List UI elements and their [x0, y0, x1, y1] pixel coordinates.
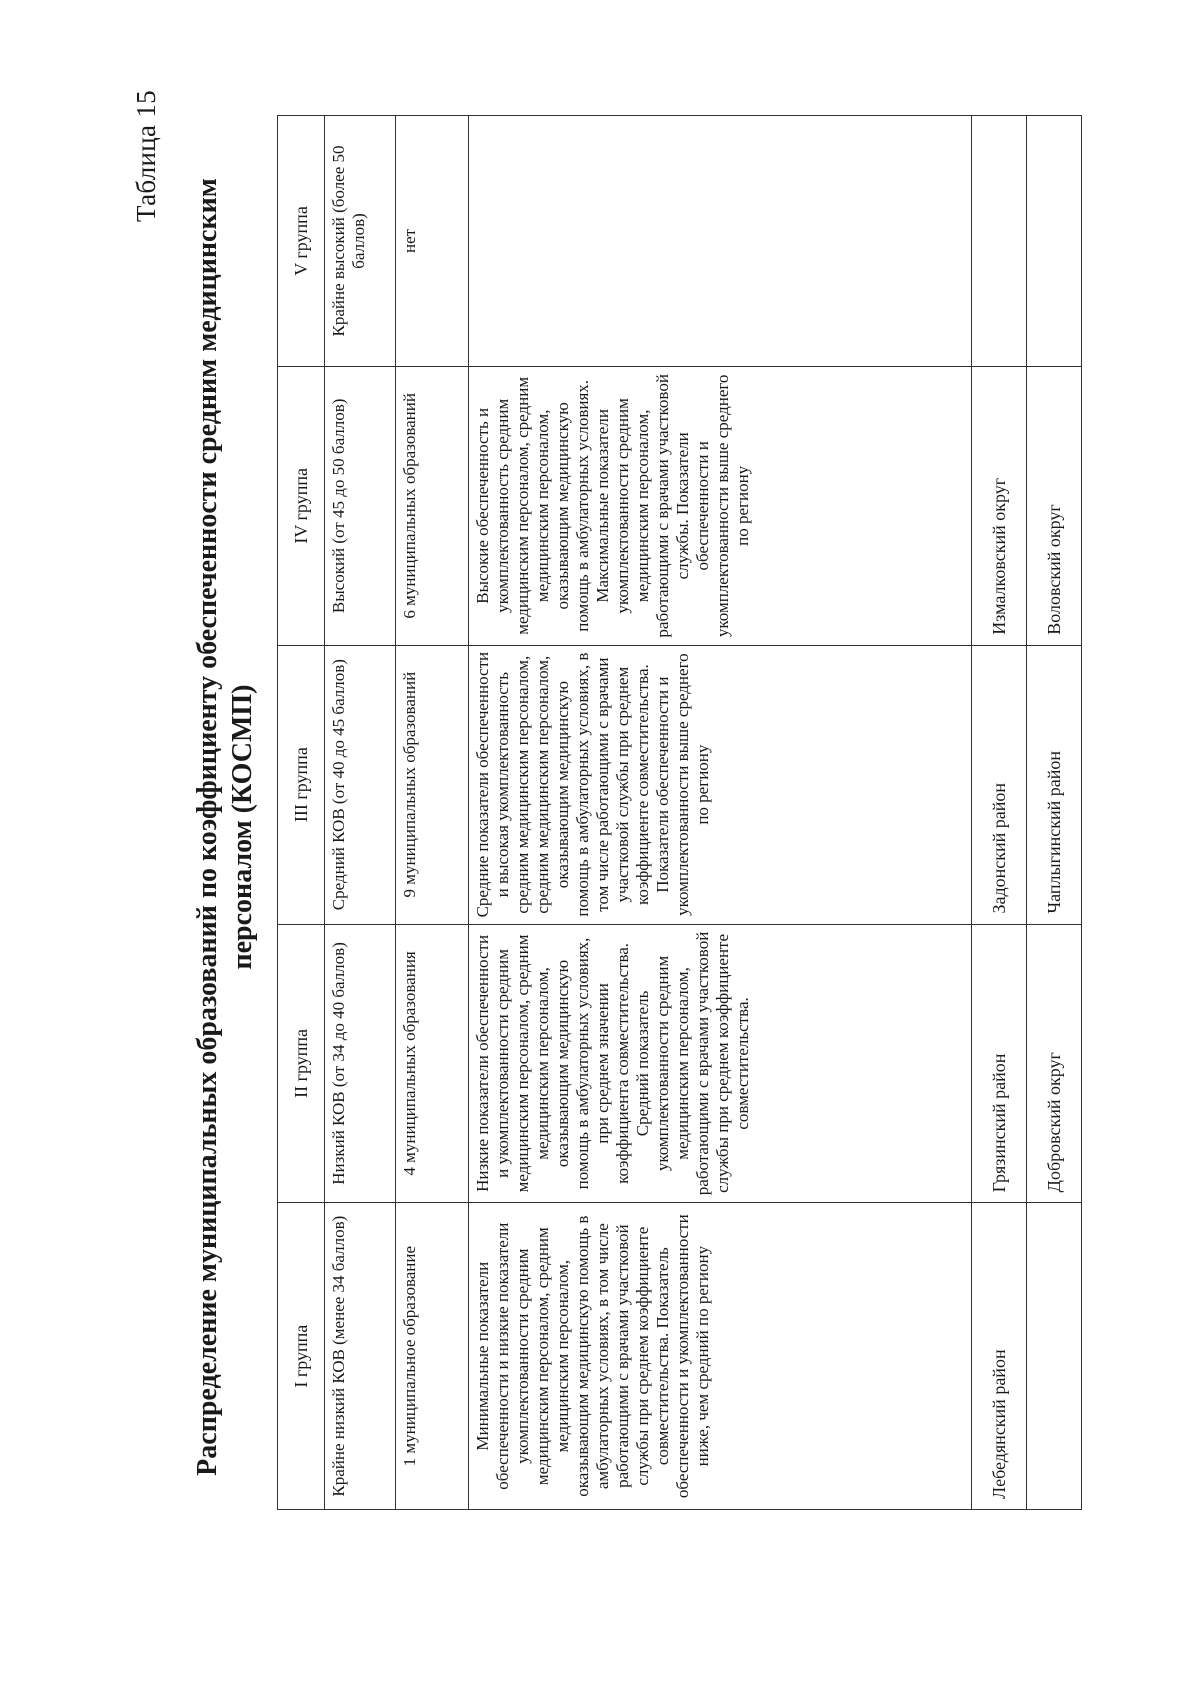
- count-cell-5: нет: [396, 116, 469, 367]
- title-line-1: Распределение муниципальных образований по коэффициенту обеспеченности средним медицинским: [192, 178, 223, 1476]
- table-number-label: Таблица 15: [131, 90, 161, 222]
- district-cell: Воловский округ: [1027, 366, 1082, 645]
- district-cell-empty: [1027, 1203, 1082, 1510]
- districts-row-1: [972, 116, 1027, 1510]
- district-cell: Задонский район: [972, 645, 1027, 924]
- district-cell: Лебедянский район: [972, 1203, 1027, 1510]
- description-cell-3: Средние показатели обеспеченности и высокая укомплектованность средним медицинским персоналом, средним медицинским персоналом, оказывающим медицинскую помощь в амбулаторных условиях, в том числе работающими с врачами участковой службы при среднем коэффициенте совместительства. Показатели обеспеченности и укомплектованности выше среднего по региону: [469, 645, 972, 924]
- count-row: [396, 116, 469, 1510]
- district-cell: Чаплыгинский район: [1027, 645, 1082, 924]
- group-header-2: II группа: [278, 924, 325, 1203]
- document-title: [190, 107, 260, 1547]
- description-cell-1: Минимальные показатели обеспеченности и низкие показатели укомплектованности средним медицинским персоналом, средним медицинским персоналом, оказывающим медицинскую помощь в амбулаторных условиях, в том числе работающими с врачами участковой службы при среднем коэффициенте совместительства. Показатель обеспеченности и укомплектованности ниже, чем средний по региону: [469, 1203, 972, 1510]
- level-cell-3: Средний КОВ (от 40 до 45 баллов): [325, 645, 396, 924]
- district-cell: Измалковский округ: [972, 366, 1027, 645]
- description-cell-4: Высокие обеспеченность и укомплектованность средним медицинским персоналом, средним медицинским персоналом, оказывающим медицинскую помощь в амбулаторных условиях. Максимальные показатели укомплектованности средним медицинским персоналом, работающими с врачами участковой службы. Показатели обеспеченности и укомплектованности выше среднего по региону: [469, 366, 972, 645]
- level-cell-2: Низкий КОВ (от 34 до 40 баллов): [325, 924, 396, 1203]
- count-cell-2: 4 муниципальных образования: [396, 924, 469, 1203]
- distribution-table: [277, 115, 1082, 1510]
- group-header-3: III группа: [278, 645, 325, 924]
- level-cell-1: Крайне низкий КОВ (менее 34 баллов): [325, 1203, 396, 1510]
- level-row: [325, 116, 396, 1510]
- title-line-2: персоналом (КОСМП): [227, 684, 258, 970]
- description-row: [469, 116, 972, 1510]
- district-cell: Грязинский район: [972, 924, 1027, 1203]
- group-header-4: IV группа: [278, 366, 325, 645]
- districts-row-2: [1027, 116, 1082, 1510]
- count-cell-3: 9 муниципальных образований: [396, 645, 469, 924]
- table-header-row: [278, 116, 325, 1510]
- group-header-1: I группа: [278, 1203, 325, 1510]
- count-cell-4: 6 муниципальных образований: [396, 366, 469, 645]
- description-cell-2: Низкие показатели обеспеченности и укомплектованности средним медицинским персоналом, средним медицинским персоналом, оказывающим медицинскую помощь в амбулаторных условиях, при среднем значении коэффициента совместительства. Средний показатель укомплектованности средним медицинским персоналом, работающими с врачами участковой службы при среднем коэффициенте совместительства.: [469, 924, 972, 1203]
- district-cell-empty: [1027, 116, 1082, 367]
- group-header-5: V группа: [278, 116, 325, 367]
- description-cell-5: [469, 116, 972, 367]
- level-cell-5: Крайне высокий (более 50 баллов): [325, 116, 396, 367]
- district-cell: Добровский округ: [1027, 924, 1082, 1203]
- district-cell-empty: [972, 116, 1027, 367]
- count-cell-1: 1 муниципальное образование: [396, 1203, 469, 1510]
- level-cell-4: Высокий (от 45 до 50 баллов): [325, 366, 396, 645]
